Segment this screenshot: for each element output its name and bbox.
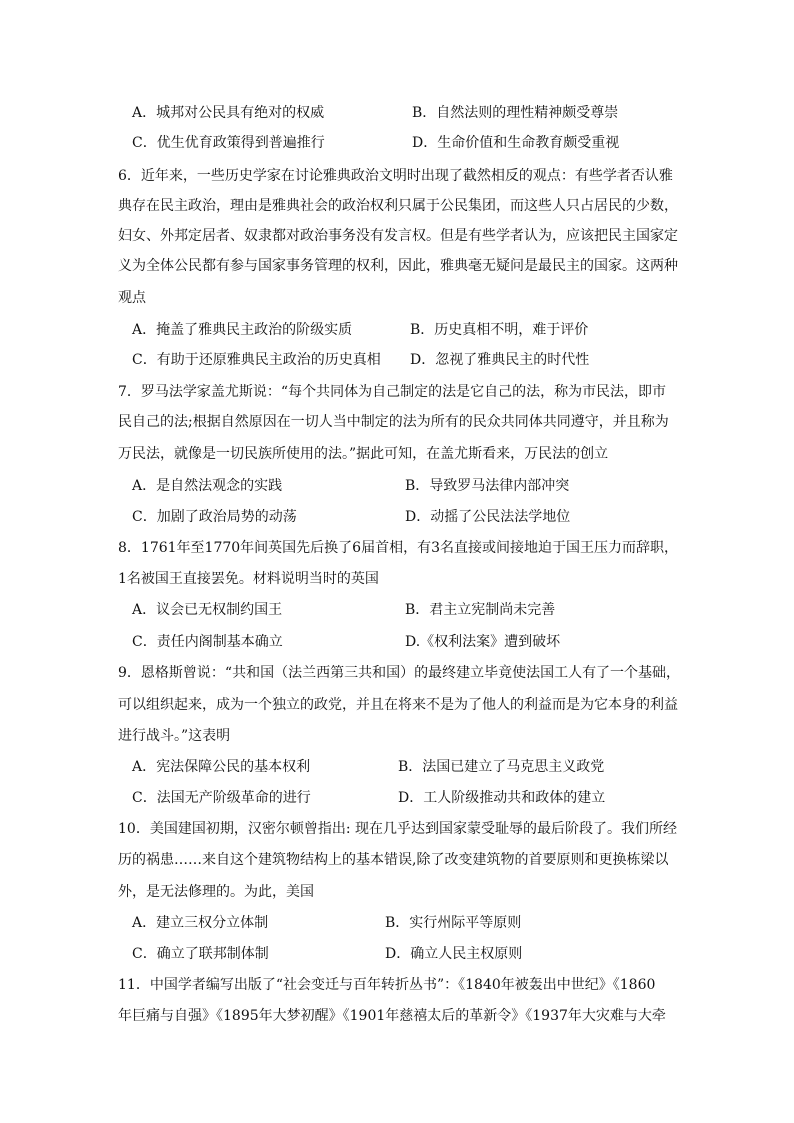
q10-options-row-2 — [0, 942, 794, 966]
q9-stem-line: 9．恩格斯曾说：“共和国（法兰西第三共和国）的最终建立毕竟使法国工人有了一个基础， — [118, 665, 681, 681]
q7-stem-line: 万民法，就像是一切民族所使用的法。”据此可知，在盖尤斯看来，万民法的创立 — [118, 446, 609, 462]
q6-stem-line: 典存在民主政治，理由是雅典社会的政治权利只属于公民集团，而这些人只占居民的少数， — [118, 198, 678, 214]
q10-option-b: B．实行州际平等原则 — [385, 915, 522, 931]
q6-options-row-2 — [0, 348, 794, 372]
q9-stem-line: 可以组织起来，成为一个独立的政党，并且在将来不是为了他人的利益而是为它本身的利益 — [118, 697, 678, 713]
q5-option-d: D．生命价值和生命教育颇受重视 — [412, 135, 620, 151]
q7-options-row-2 — [0, 505, 794, 529]
q9-options-row-1 — [0, 755, 794, 779]
q6-stem-line: 观点 — [118, 290, 146, 306]
q7-stem-line: 7．罗马法学家盖尤斯说：“每个共同体为自己制定的法是它自己的法，称为市民法，即市 — [118, 384, 667, 400]
q7-option-d: D．动摇了公民法法学地位 — [405, 509, 571, 525]
q7-option-b: B．导致罗马法律内部冲突 — [405, 478, 570, 494]
q7-stem-line: 民自己的法;根据自然原因在一切人当中制定的法为所有的民众共同体共同遵守，并且称为 — [118, 414, 669, 430]
q5-options-row-2 — [0, 131, 794, 155]
q6-options-row-1 — [0, 318, 794, 342]
q11-stem-line: 年巨痛与自强》《1895年大梦初醒》《1901年慈禧太后的革新令》《1937年大灾难与大牵 — [118, 1008, 666, 1024]
q8-options-row-2 — [0, 630, 794, 654]
q10-option-c: C．确立了联邦制体制 — [132, 946, 269, 962]
q6-option-b: B．历史真相不明，难于评价 — [410, 322, 589, 338]
q9-option-b: B．法国已建立了马克思主义政党 — [398, 759, 605, 775]
q9-option-c: C．法国无产阶级革命的进行 — [132, 790, 311, 806]
q6-option-a: A．掩盖了雅典民主政治的阶级实质 — [132, 322, 353, 338]
q7-options-row-1 — [0, 474, 794, 498]
q10-option-d: D．确立人民主权原则 — [385, 946, 523, 962]
q8-stem-line: 8．1761年至1770年间英国先后换了6届首相，有3名直接或间接地迫于国王压力而辞职， — [118, 540, 678, 556]
q5-option-a: A．城邦对公民具有绝对的权威 — [132, 105, 325, 121]
q11-stem-line: 11．中国学者编写出版了“社会变迁与百年转折丛书”：《1840年被轰出中世纪》《1860 — [118, 977, 656, 993]
q9-stem-line: 进行战斗。”这表明 — [118, 728, 231, 744]
q5-options-row-1 — [0, 101, 794, 125]
q8-stem-line: 1名被国王直接罢免。材料说明当时的英国 — [118, 571, 379, 587]
q9-options-row-2 — [0, 786, 794, 810]
q6-stem-line: 妇女、外邦定居者、奴隶都对政治事务没有发言权。但是有些学者认为，应该把民主国家定 — [118, 228, 678, 244]
q10-option-a: A．建立三权分立体制 — [132, 915, 269, 931]
q10-stem-line: 外，是无法修理的。为此，美国 — [118, 884, 314, 900]
q9-option-a: A．宪法保障公民的基本权利 — [132, 759, 311, 775]
q6-option-c: C．有助于还原雅典民主政治的历史真相 — [132, 352, 381, 368]
q8-options-row-1 — [0, 598, 794, 622]
q7-option-c: C．加剧了政治局势的动荡 — [132, 509, 297, 525]
q9-option-d: D．工人阶级推动共和政体的建立 — [398, 790, 606, 806]
q10-stem-line: 历的祸患……来自这个建筑物结构上的基本错误,除了改变建筑物的首要原则和更换栋梁以 — [118, 852, 669, 868]
q8-option-c: C．责任内阁制基本确立 — [132, 634, 283, 650]
q10-stem-line: 10．美国建国初期，汉密尔顿曾指出: 现在几乎达到国家蒙受耻辱的最后阶段了。我们所经 — [118, 821, 677, 837]
q6-option-d: D．忽视了雅典民主的时代性 — [410, 352, 590, 368]
q8-option-d: D.《权利法案》遭到破坏 — [405, 634, 561, 650]
q7-option-a: A．是自然法观念的实践 — [132, 478, 283, 494]
q6-stem-line: 义为全体公民都有参与国家事务管理的权利，因此，雅典毫无疑问是最民主的国家。这两种 — [118, 258, 678, 274]
q5-option-b: B．自然法则的理性精神颇受尊崇 — [412, 105, 619, 121]
q8-option-b: B．君主立宪制尚未完善 — [405, 602, 556, 618]
q10-options-row-1 — [0, 911, 794, 935]
q6-stem-line: 6．近年来，一些历史学家在讨论雅典政治文明时出现了截然相反的观点：有些学者否认雅 — [118, 168, 673, 184]
q5-option-c: C．优生优育政策得到普遍推行 — [132, 135, 325, 151]
q8-option-a: A．议会已无权制约国王 — [132, 602, 283, 618]
